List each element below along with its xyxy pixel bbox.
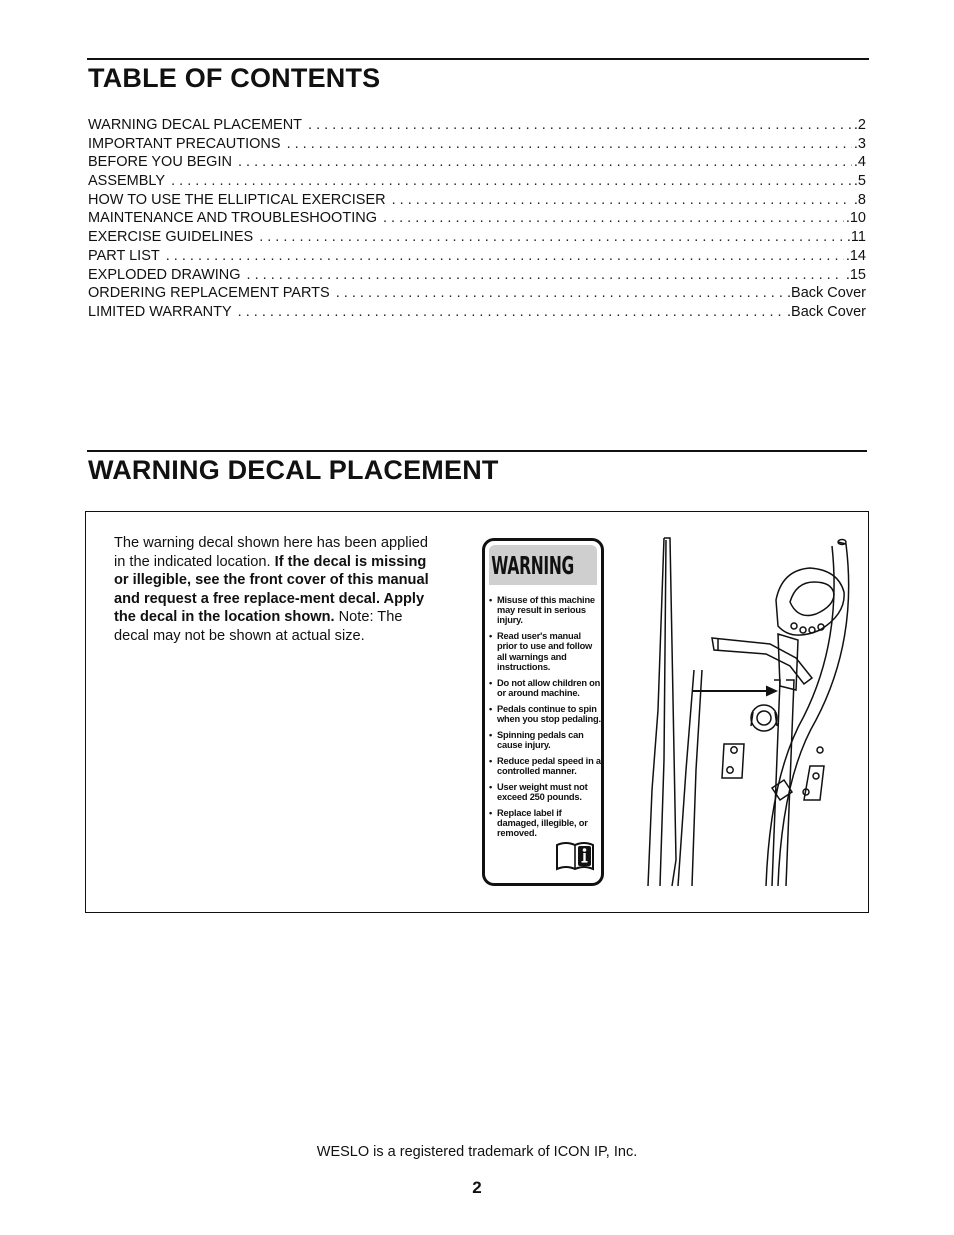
toc-entry-title: ASSEMBLY bbox=[88, 173, 166, 190]
toc-entry-page: .Back Cover bbox=[787, 303, 866, 320]
toc-leader-dots bbox=[247, 266, 844, 285]
toc-list bbox=[88, 116, 866, 322]
warning-banner bbox=[489, 545, 597, 585]
toc-entry-title: IMPORTANT PRECAUTIONS bbox=[88, 135, 281, 152]
toc-entry-title: MAINTENANCE AND TROUBLESHOOTING bbox=[88, 210, 377, 227]
toc-entry-title: EXERCISE GUIDELINES bbox=[88, 229, 254, 246]
toc-entry[interactable] bbox=[88, 266, 866, 285]
toc-entry[interactable] bbox=[88, 116, 866, 135]
toc-leader-dots bbox=[259, 228, 845, 247]
toc-entry-title: EXPLODED DRAWING bbox=[88, 266, 241, 283]
toc-entry[interactable] bbox=[88, 247, 866, 266]
toc-leader-dots bbox=[287, 135, 852, 154]
toc-entry[interactable] bbox=[88, 153, 866, 172]
warning-bullet: • Do not allow children on or around machine. bbox=[489, 678, 601, 698]
warning-title: WARNING bbox=[491, 550, 575, 580]
toc-entry[interactable] bbox=[88, 303, 866, 322]
trademark-notice: WESLO is a registered trademark of ICON IP, Inc. bbox=[316, 1144, 638, 1160]
read-manual-icon bbox=[555, 839, 595, 873]
toc-entry[interactable] bbox=[88, 228, 866, 247]
toc-entry-title: PART LIST bbox=[88, 247, 160, 264]
toc-leader-dots bbox=[392, 191, 852, 210]
toc-entry-title: BEFORE YOU BEGIN bbox=[88, 154, 232, 171]
toc-entry-page: .15 bbox=[845, 266, 866, 283]
decal-top-rule bbox=[87, 450, 867, 452]
warning-decal bbox=[482, 538, 604, 886]
decal-text-bold: If the decal is missing or illegible, see the front cover of this manual and request a free replace-ment decal. Apply the decal in the location shown. bbox=[114, 553, 429, 626]
toc-entry[interactable] bbox=[88, 172, 866, 191]
toc-leader-dots bbox=[308, 116, 852, 135]
toc-entry-page: .10 bbox=[845, 210, 866, 227]
toc-entry-page: .8 bbox=[853, 191, 866, 208]
toc-entry-page: .4 bbox=[853, 154, 866, 171]
warning-bullet: • User weight must not exceed 250 pounds. bbox=[489, 782, 601, 802]
decal-text-intro: The warning decal shown here has been applied in the indicated location. bbox=[114, 535, 428, 570]
page-number: 2 bbox=[472, 1178, 482, 1197]
toc-entry-title: WARNING DECAL PLACEMENT bbox=[88, 117, 303, 133]
toc-leader-dots bbox=[238, 153, 852, 172]
toc-heading: TABLE OF CONTENTS bbox=[88, 63, 381, 93]
toc-entry-title: ORDERING REPLACEMENT PARTS bbox=[88, 285, 330, 302]
toc-entry-page: .5 bbox=[853, 173, 866, 190]
toc-entry[interactable] bbox=[88, 191, 866, 210]
toc-leader-dots bbox=[171, 172, 852, 191]
toc-entry[interactable] bbox=[88, 209, 866, 228]
toc-entry-page: .14 bbox=[845, 247, 866, 264]
warning-bullet-list bbox=[489, 595, 601, 844]
toc-entry-title: LIMITED WARRANTY bbox=[88, 303, 232, 320]
decal-figure-box bbox=[85, 511, 869, 913]
toc-entry[interactable] bbox=[88, 135, 866, 154]
toc-entry-page: .2 bbox=[853, 117, 866, 133]
elliptical-illustration bbox=[606, 530, 868, 894]
toc-entry-page: .Back Cover bbox=[787, 285, 866, 302]
toc-entry-title: HOW TO USE THE ELLIPTICAL EXERCISER bbox=[88, 191, 386, 208]
warning-bullet: • Replace label if damaged, illegible, or removed. bbox=[489, 808, 601, 839]
toc-leader-dots bbox=[336, 284, 785, 303]
warning-bullet: • Read user's manual prior to use and follow all warnings and instructions. bbox=[489, 631, 601, 672]
warning-bullet: • Spinning pedals can cause injury. bbox=[489, 730, 601, 750]
toc-top-rule bbox=[87, 58, 869, 60]
toc-entry[interactable] bbox=[88, 284, 866, 303]
toc-leader-dots bbox=[166, 247, 844, 266]
warning-bullet: • Pedals continue to spin when you stop pedaling. bbox=[489, 704, 601, 724]
warning-bullet: • Reduce pedal speed in a controlled manner. bbox=[489, 756, 601, 776]
toc-entry-page: .11 bbox=[846, 229, 866, 246]
decal-instructions bbox=[114, 534, 430, 646]
toc-leader-dots bbox=[383, 209, 844, 228]
decal-heading: WARNING DECAL PLACEMENT bbox=[88, 455, 499, 485]
decal-text-note: Note: The decal may not be shown at actual size. bbox=[114, 609, 403, 644]
toc-entry-page: .3 bbox=[853, 135, 866, 152]
warning-bullet: • Misuse of this machine may result in serious injury. bbox=[489, 595, 601, 626]
toc-leader-dots bbox=[238, 303, 785, 322]
